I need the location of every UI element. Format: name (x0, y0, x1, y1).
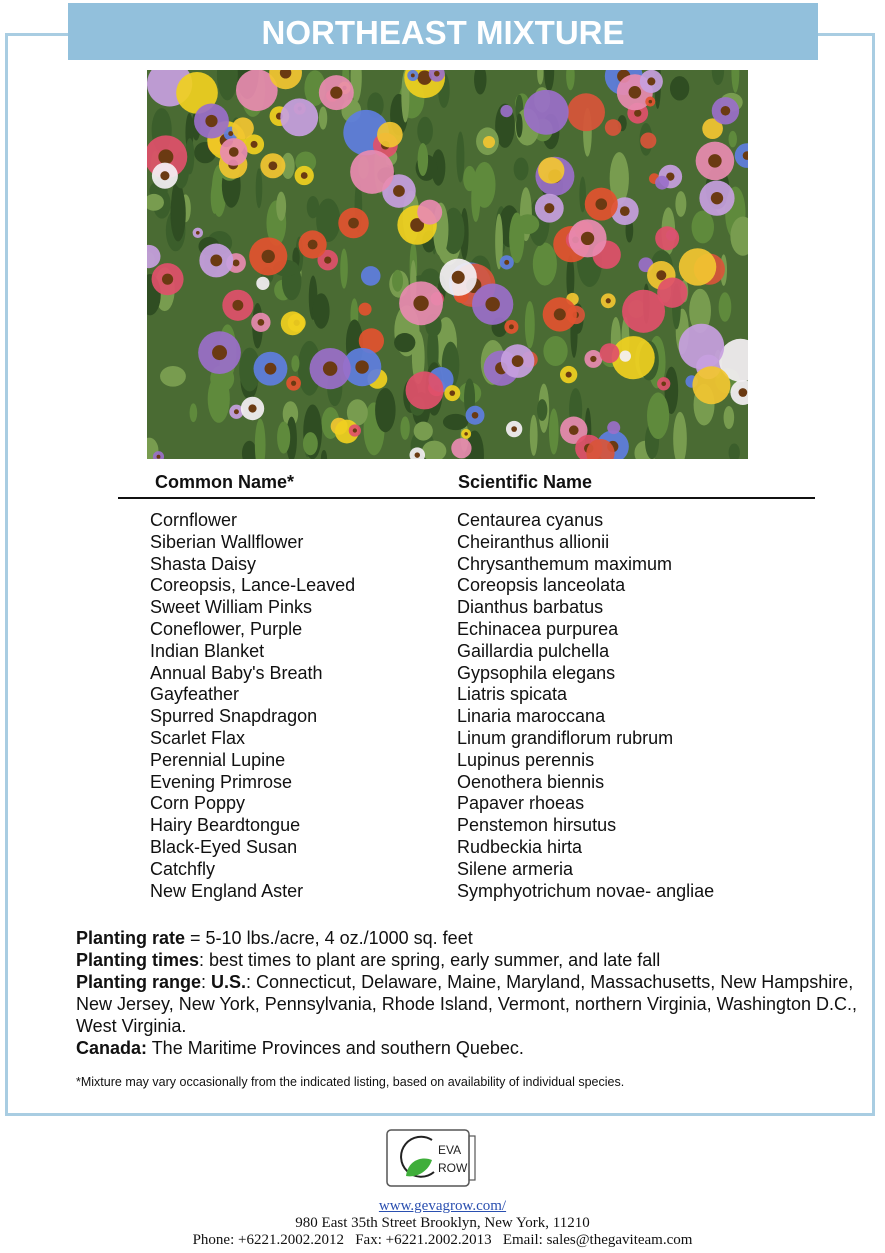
planting-range-canada (76, 1037, 866, 1059)
scientific-name: Dianthus barbatus (457, 597, 604, 618)
us-label: U.S. (211, 972, 247, 992)
scientific-name: Papaver rhoeas (457, 793, 585, 814)
flower (657, 277, 687, 307)
flower (256, 277, 269, 290)
scientific-name: Oenothera biennis (457, 771, 605, 792)
footnote: *Mixture may vary occasionally from the indicated listing, based on availability of individual species. (76, 1075, 625, 1089)
planting-range (76, 971, 866, 1037)
common-name: New England Aster (150, 880, 304, 901)
common-name: Coreopsis, Lance-Leaved (150, 575, 356, 596)
common-name: Catchfly (150, 858, 216, 879)
us-states: : Connecticut, Delaware, Maine, Maryland, Massachusetts, New Hampshire, New Jersey, New York, Pennsylvania, Rhode Island, Vermont, northern Virginia, Washington D.C., West Virginia. (76, 972, 858, 1036)
scientific-name: Gypsophila elegans (457, 662, 616, 683)
flower (359, 303, 372, 316)
website-link[interactable]: www.gevagrow.com/ (378, 1198, 507, 1214)
planting-info (76, 927, 866, 1059)
svg-text:ROW: ROW (438, 1161, 468, 1175)
scientific-name: Centaurea cyanus (457, 510, 604, 530)
flower (280, 98, 318, 136)
flower (500, 105, 512, 117)
gevagrow-logo (384, 1128, 480, 1188)
common-name: Sweet William Pinks (150, 597, 313, 618)
header-common-name: Common Name* (155, 472, 295, 492)
label: Planting range (76, 972, 202, 992)
scientific-name: Silene armeria (457, 858, 574, 879)
common-name: Cornflower (150, 510, 238, 530)
flower (350, 150, 394, 194)
scientific-name-column (457, 510, 714, 902)
flower (679, 248, 716, 285)
common-name: Gayfeather (150, 684, 240, 705)
scientific-name: Lupinus perennis (457, 749, 595, 770)
flower (640, 133, 656, 149)
flower (524, 90, 569, 135)
common-name: Hairy Beardtongue (150, 815, 301, 836)
flower (679, 324, 725, 370)
page-title: NORTHEAST MIXTURE (68, 3, 818, 60)
scientific-name: Chrysanthemum maximum (457, 553, 673, 574)
scientific-name: Gaillardia pulchella (457, 640, 610, 661)
common-name: Evening Primrose (150, 771, 293, 792)
footer (0, 1198, 885, 1249)
scientific-name: Penstemon hirsutus (457, 815, 617, 836)
scientific-name: Linum grandiflorum rubrum (457, 727, 674, 748)
value: The Maritime Provinces and southern Quebec. (147, 1038, 524, 1058)
flower (451, 438, 471, 458)
scientific-name: Rudbeckia hirta (457, 836, 583, 857)
wildflower-meadow-photo (147, 70, 748, 459)
planting-rate (76, 927, 866, 949)
flower (361, 266, 381, 286)
flower (417, 200, 442, 225)
scientific-name: Linaria maroccana (457, 706, 606, 727)
scientific-name: Coreopsis lanceolata (457, 575, 626, 596)
flower (567, 93, 605, 131)
label: Planting times (76, 950, 200, 970)
flower (483, 136, 495, 148)
common-name: Black-Eyed Susan (150, 836, 298, 857)
header-divider (118, 497, 815, 499)
common-name: Siberian Wallflower (150, 531, 304, 552)
common-name-column (150, 510, 355, 902)
header-scientific-name: Scientific Name (458, 472, 593, 492)
common-name: Scarlet Flax (150, 727, 246, 748)
flower (600, 343, 620, 363)
label: Canada: (76, 1038, 148, 1058)
flower (607, 421, 620, 434)
flower (620, 350, 631, 361)
address: 980 East 35th Street Brooklyn, New York, 11210 (295, 1215, 590, 1231)
flower (538, 157, 564, 183)
common-name: Spurred Snapdragon (150, 706, 318, 727)
common-name: Shasta Daisy (150, 553, 257, 574)
scientific-name: Echinacea purpurea (457, 618, 619, 639)
scientific-name: Cheiranthus allionii (457, 531, 610, 552)
flower (655, 226, 679, 250)
value: : best times to plant are spring, early summer, and late fall (199, 950, 661, 970)
flower (655, 176, 669, 190)
scientific-name: Liatris spicata (457, 684, 568, 705)
common-name: Perennial Lupine (150, 749, 286, 770)
flower (692, 366, 730, 404)
flower (605, 119, 622, 136)
common-name: Annual Baby's Breath (150, 662, 323, 683)
planting-times (76, 949, 866, 971)
scientific-name: Symphyotrichum novae- angliae (457, 880, 715, 901)
value: = 5-10 lbs./acre, 4 oz./1000 sq. feet (185, 928, 473, 948)
common-name: Corn Poppy (150, 793, 246, 814)
flower (377, 122, 403, 148)
common-name: Indian Blanket (150, 640, 265, 661)
flower (232, 117, 254, 139)
flower (281, 311, 305, 335)
flower-image (147, 70, 748, 459)
flower (406, 371, 444, 409)
common-name: Coneflower, Purple (150, 618, 303, 639)
label: Planting rate (76, 928, 186, 948)
svg-text:EVA: EVA (438, 1143, 462, 1157)
sep: : (201, 972, 212, 992)
contact-info: Phone: +6221.2002.2012 Fax: +6221.2002.2013 Email: sales@thegaviteam.com (192, 1232, 693, 1248)
